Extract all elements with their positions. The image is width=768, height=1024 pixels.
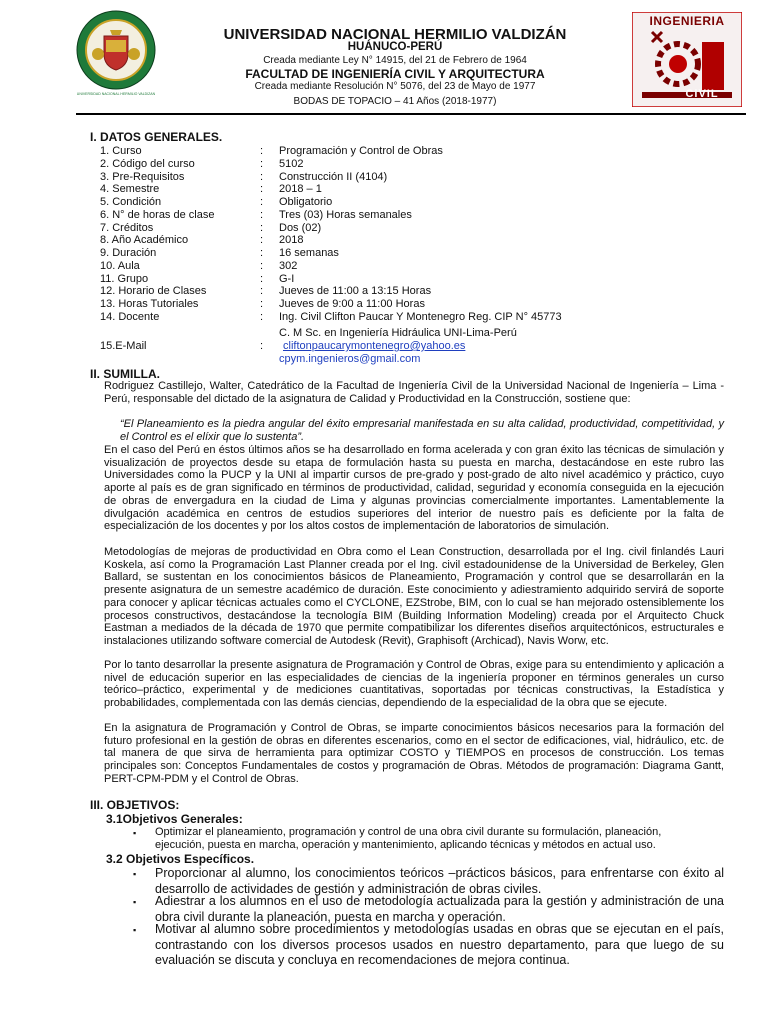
row-label: 2. Código del curso <box>100 157 195 170</box>
row-separator: : <box>260 310 264 323</box>
specific-objective-item: Adiestrar a los alumnos en el uso de metodología actualizada para la gestión y administración de una obra civil durante la planeación, puesta en marcha y operación. <box>155 894 724 924</box>
section-sumilla-title: II. SUMILLA. <box>90 367 160 381</box>
sumilla-paragraph-2: En el caso del Perú en éstos últimos años se ha desarrollado en forma acelerada y con gran éxito las técnicas de simulación y visualización de proyectos desde su etapa de formulación hasta su puesta en marcha, destacándose en este rubro las Universidades como la PUCP y la UNI al impartir cursos de pre-grado y post-grado de alto nivel académico y práctico, cuyo aporte al país es de gran significado en términos de productividad, calidad, seguridad y economía conseguida en la ejecución de obras de envergadura en la ciudad de Lima y algunas provincias comercialmente importantes. Lamentablemente la divulgación académica en centros de estudios superiores del interior de nuestro país es deficiente por la falta de especialización de los docentes y por los altos costos de implementación de laboratorios de simulación. <box>104 444 724 533</box>
row-value: 302 <box>279 259 298 272</box>
row-value: 2018 – 1 <box>279 183 322 196</box>
row-separator: : <box>260 298 264 310</box>
row-separator: : <box>260 247 264 259</box>
creation-law: Creada mediante Ley N° 14915, del 21 de Febrero de 1964 <box>263 55 527 66</box>
anniversary-line: BODAS DE TOPACIO – 41 Años (2018-1977) <box>293 96 497 107</box>
university-name: UNIVERSIDAD NACIONAL HERMILIO VALDIZÁN <box>223 26 567 43</box>
row-separator: : <box>260 157 264 170</box>
row-label: 12. Horario de Clases <box>100 285 207 298</box>
row-separator: : <box>260 196 264 208</box>
row-label: 11. Grupo <box>100 272 149 285</box>
sumilla-paragraph-3: Metodologías de mejoras de productividad en Obra como el Lean Construction, desarrollada por el Ing. civil finlandés Lauri Koskela, así como la Programación Last Planner creada por el Ing. civil estadounidense de la Universidad de Berkeley, Glen Ballard, se sustentan en los conocimientos básicos de Planeamiento, Programación y control que se desarrollarán en la presente asignatura de un semestre académico de duración. Este conocimiento y adiestramiento adquirido servirá de soporte para conocer y aplicar técnicas actuales como el CYCLONE, EZStrobe, BIM, con lo cual se han mejorado ostensiblemente los procesos constructivos, destacándose la tecnología BIM (Building Information Modeling) creada por el Arquitecto Chuck Eastman a mediados de la década de 1970 que permite compatibilizar los diferentes diseños arquitectónicos, estructurales e instalaciones utilizando software comercial de Autodesk (Revit), Graphisoft (Archicad), Navis Worw, etc. <box>104 546 724 647</box>
university-seal-text: UNIVERSIDAD NACIONAL HERMILIO VALDIZAN <box>76 92 156 96</box>
email-link-yahoo[interactable]: cliftonpaucarymontenegro@yahoo.es <box>283 340 466 352</box>
email-gmail[interactable]: cpym.ingenieros@gmail.com <box>279 353 421 365</box>
specific-objective-item: Proporcionar al alumno, los conocimientos teóricos –prácticos básicos, para enfrentarse con éxito al desarrollo de actividades de gestión y administración de obras civiles. <box>155 866 724 896</box>
sumilla-paragraph-1: Rodriguez Castillejo, Walter, Catedrático de la Facultad de Ingeniería Civil de la Universidad Nacional de Ingeniería – Lima - Perú, responsable del dictado de la asignatura de Calidad y Productividad en la Construcción, sostiene que: <box>104 380 724 405</box>
row-value: G-I <box>279 272 295 285</box>
general-objective-item: Optimizar el planeamiento, programación y control de una obra civil durante su formulación, planeación, ejecución, puesta en marcha, operación y mantenimiento, aplicando técnicas y métodos en actual uso. <box>155 826 662 851</box>
sumilla-paragraph-4: Por lo tanto desarrollar la presente asignatura de Programación y Control de Obras, exige para su entendimiento y aplicación a nivel de educación superior en las especialidades de ciencias de la ingeniería proponer en términos generales un curso teórico–práctico, experimental y de mediciones cuantitativas, soportadas por técnicas constructivas, la Estadística y probabilidades, complementada con las demás ciencias, dependiendo de la especialidad de la obra que se ejecute. <box>104 659 724 710</box>
row-separator: : <box>260 183 264 196</box>
row-separator: : <box>260 221 264 234</box>
row-label: 4. Semestre <box>100 183 160 196</box>
engineering-faculty-logo <box>632 12 742 107</box>
row-label: 8. Año Académico <box>100 234 189 247</box>
row-separator: : <box>260 208 264 221</box>
section-general-data-title: I. DATOS GENERALES. <box>90 130 223 144</box>
row-label: 6. N° de horas de clase <box>100 208 215 221</box>
bullet-icon: ▪ <box>133 869 137 879</box>
faculty-name: FACULTAD DE INGENIERÍA CIVIL Y ARQUITECTURA <box>245 67 545 81</box>
row-value: 2018 <box>279 234 304 247</box>
row-value: 5102 <box>279 157 304 170</box>
row-label: 7. Créditos <box>100 221 154 234</box>
row-label: 5. Condición <box>100 196 162 208</box>
row-value: Obligatorio <box>279 196 333 208</box>
bullet-icon: ▪ <box>133 897 137 907</box>
section-objectives-title: III. OBJETIVOS: <box>90 798 180 812</box>
row-value: Jueves de 11:00 a 13:15 Horas <box>279 285 432 298</box>
row-value: Tres (03) Horas semanales <box>279 208 412 221</box>
email-separator: : <box>260 340 264 352</box>
row-separator: : <box>260 259 264 272</box>
row-label: 9. Duración <box>100 247 157 259</box>
row-value: Jueves de 9:00 a 11:00 Horas <box>279 298 425 310</box>
row-separator: : <box>260 234 264 247</box>
row-value: 16 semanas <box>279 247 339 259</box>
row-separator: : <box>260 272 264 285</box>
bullet-icon: ▪ <box>133 925 137 935</box>
sumilla-quote: “El Planeamiento es la piedra angular del éxito empresarial manifestada en su alta calidad, productividad, competitividad, y el Control es el elíxir que lo sustenta”. <box>120 418 724 443</box>
engineering-logo-bottom-text: CIVIL <box>685 88 719 100</box>
row-label: 13. Horas Tutoriales <box>100 298 199 310</box>
faculty-resolution: Creada mediante Resolución N° 5076, del 23 de Mayo de 1977 <box>254 81 536 92</box>
row-value: Ing. Civil Clifton Paucar Y Montenegro Reg. CIP N° 45773 <box>279 310 562 323</box>
row-separator: : <box>260 145 264 157</box>
row-value: Construcción II (4104) <box>279 170 388 183</box>
university-seal-logo <box>76 10 156 90</box>
sumilla-paragraph-5: En la asignatura de Programación y Control de Obras, se imparte conocimientos básicos necesarios para la formación del futuro profesional en la gestión de obras en diferentes escenarios, como en el sector de edificaciones, vial, hidráulico, etc. de tal manera de que sirva de herramienta para optimizar COSTO y TIEMPOS en procesos de construcción. Los temas principales son: Conceptos Fundamentales de costos y programación de Obras. Métodos de programación: Diagrama Gantt, PERT-CPM-PDM y el Control de Obras. <box>104 722 724 785</box>
row-label: 1. Curso <box>100 145 142 157</box>
specific-objectives-title: 3.2 Objetivos Específicos. <box>106 852 255 866</box>
email-label: 15.E-Mail <box>100 340 147 352</box>
bullet-icon: ▪ <box>133 828 137 838</box>
docente-credentials: C. M Sc. en Ingeniería Hidráulica UNI-Lima-Perú <box>279 327 517 339</box>
row-label: 3. Pre-Requisitos <box>100 170 185 183</box>
row-label: 10. Aula <box>100 259 140 272</box>
row-separator: : <box>260 170 264 183</box>
specific-objective-item: Motivar al alumno sobre procedimientos y metodologías usadas en obras que se ejecutan en el país, contrastando con los diversos procesos usados en nuestro departamento, para que luego de su evaluación se discuta y concluya en recomendaciones de mejora continua. <box>155 922 724 967</box>
row-separator: : <box>260 285 264 298</box>
engineering-logo-top-text: INGENIERIA <box>649 14 725 28</box>
general-objectives-title: 3.1Objetivos Generales: <box>106 812 243 826</box>
university-city: HUÁNUCO-PERÚ <box>347 41 443 53</box>
row-value: Programación y Control de Obras <box>279 145 443 157</box>
header-divider <box>76 113 746 115</box>
row-value: Dos (02) <box>279 221 322 234</box>
row-label: 14. Docente <box>100 310 160 323</box>
